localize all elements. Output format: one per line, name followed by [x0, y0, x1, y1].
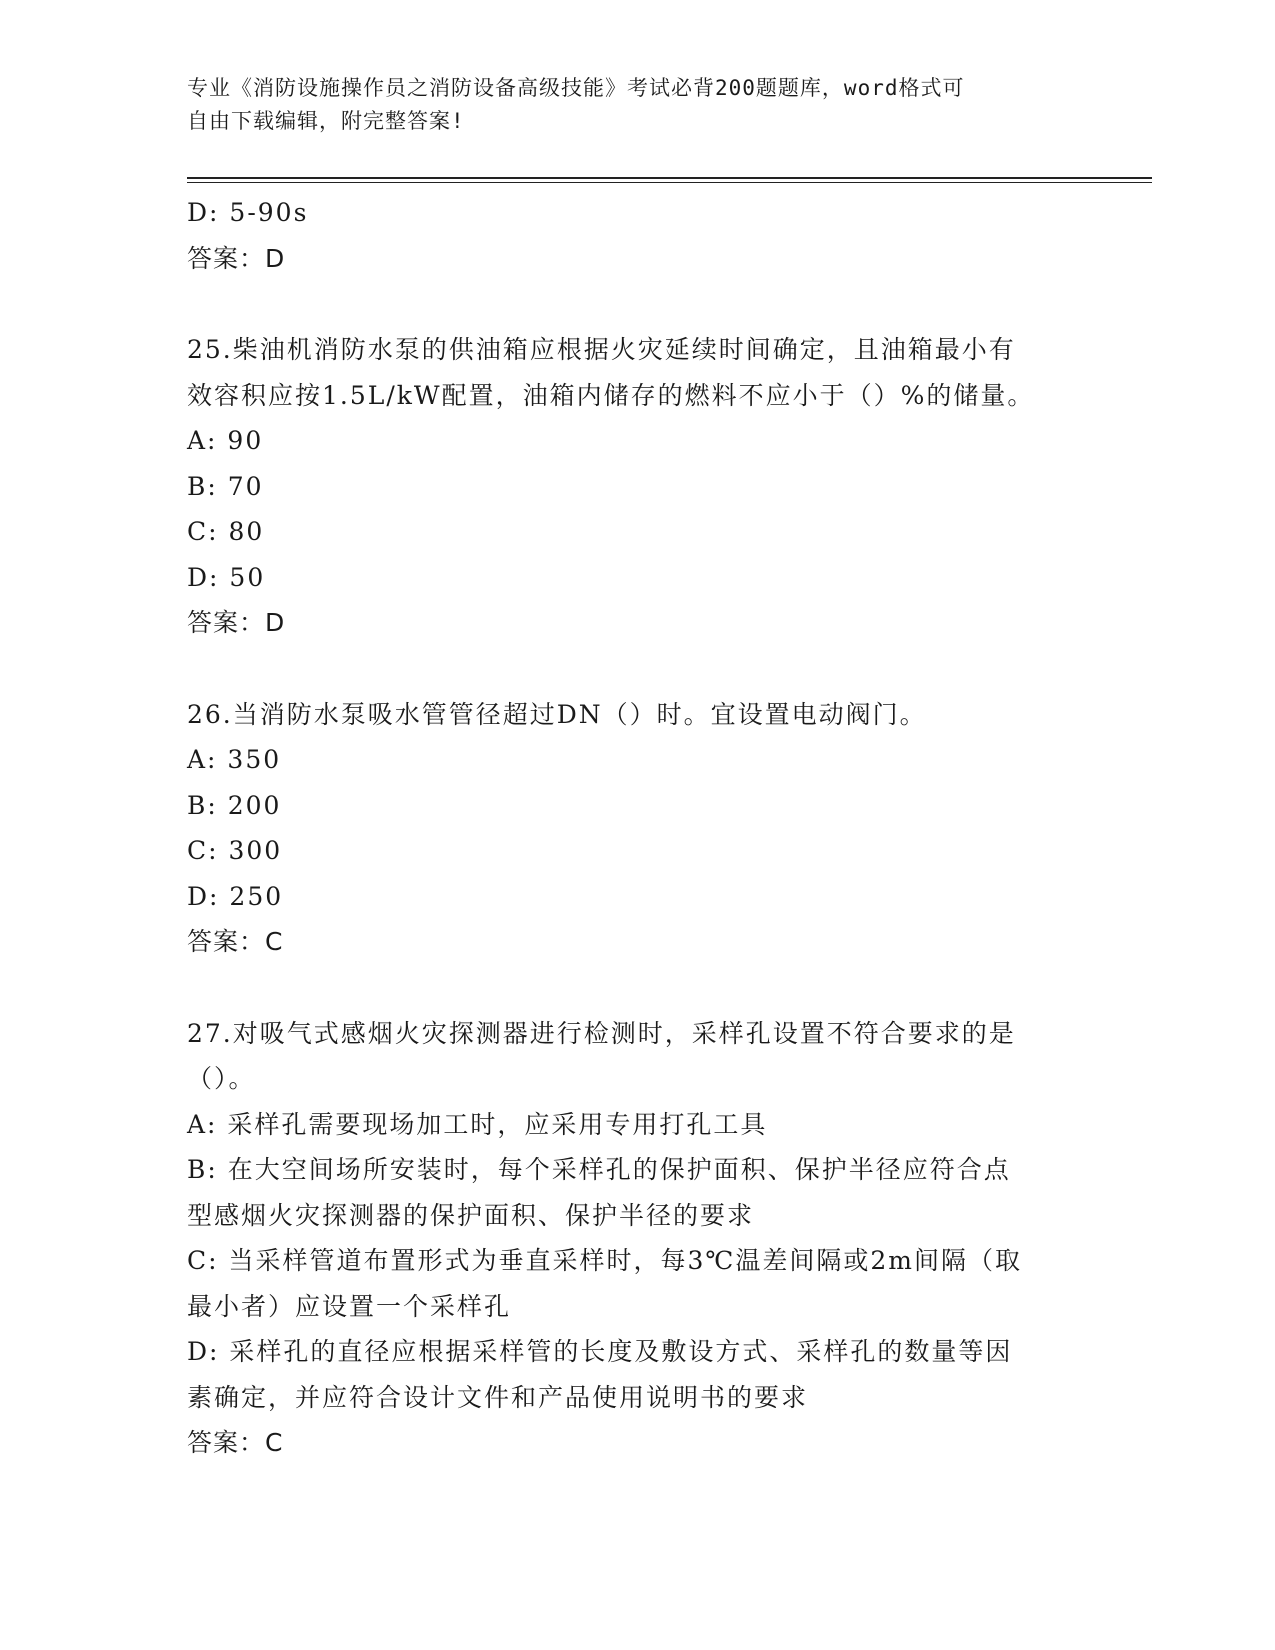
question-25 [187, 327, 1087, 646]
question-list [187, 190, 1087, 1466]
q25-stem-line-1: 25.柴油机消防水泵的供油箱应根据火灾延续时间确定，且油箱最小有 [187, 335, 1016, 364]
q25-stem-line-2: 效容积应按1.5L/kW配置，油箱内储存的燃料不应小于（）%的储量。 [187, 380, 1035, 410]
question-26 [187, 692, 1087, 965]
q27-option-a: A: 采样孔需要现场加工时，应采用专用打孔工具 [187, 1109, 768, 1139]
q25-option-b: B: 70 [187, 471, 264, 501]
q24-answer: 答案：D [187, 243, 286, 273]
q25-answer: 答案：D [187, 608, 286, 637]
q26-answer: 答案：C [187, 927, 284, 956]
question-27 [187, 1011, 1087, 1466]
q27-answer: 答案：C [187, 1428, 284, 1457]
q27-stem-line-1: 27.对吸气式感烟火灾探测器进行检测时，采样孔设置不符合要求的是 [187, 1018, 1016, 1048]
spacer [187, 646, 1087, 692]
header-rule-thick [187, 177, 1152, 179]
header-line-2: 自由下载编辑，附完整答案! [187, 109, 465, 133]
q25-option-d: D: 50 [187, 562, 266, 592]
header-line-1: 专业《消防设施操作员之消防设备高级技能》考试必背200题题库，word格式可 [187, 76, 965, 100]
q26-option-b: B: 200 [187, 790, 282, 820]
q26-stem-line-1: 26.当消防水泵吸水管管径超过DN（）时。宜设置电动阀门。 [187, 699, 927, 729]
spacer [187, 965, 1087, 1011]
q24-option-d: D: 5-90s [187, 198, 309, 227]
q26-option-a: A: 350 [187, 745, 282, 774]
q26-option-c: C: 300 [187, 836, 283, 865]
q27-option-b-line-1: B: 在大空间场所安装时，每个采样孔的保护面积、保护半径应符合点 [187, 1155, 1011, 1184]
q27-option-b-line-2: 型感烟火灾探测器的保护面积、保护半径的要求 [187, 1200, 755, 1230]
q27-option-c-line-2: 最小者）应设置一个采样孔 [187, 1291, 512, 1321]
q25-option-c: C: 80 [187, 517, 265, 546]
spacer [187, 281, 1087, 327]
page-header [187, 72, 1067, 138]
q25-option-a: A: 90 [187, 426, 264, 455]
q27-option-c-line-1: C: 当采样管道布置形式为垂直采样时，每3℃温差间隔或2m间隔（取 [187, 1246, 1022, 1275]
q27-option-d-line-2: 素确定，并应符合设计文件和产品使用说明书的要求 [187, 1382, 809, 1412]
question-24-tail [187, 190, 1087, 281]
q27-stem-line-2: （）。 [187, 1064, 256, 1093]
q26-option-d: D: 250 [187, 881, 284, 911]
header-rule-thin [187, 182, 1152, 183]
q27-option-d-line-1: D: 采样孔的直径应根据采样管的长度及敷设方式、采样孔的数量等因 [187, 1337, 1013, 1366]
